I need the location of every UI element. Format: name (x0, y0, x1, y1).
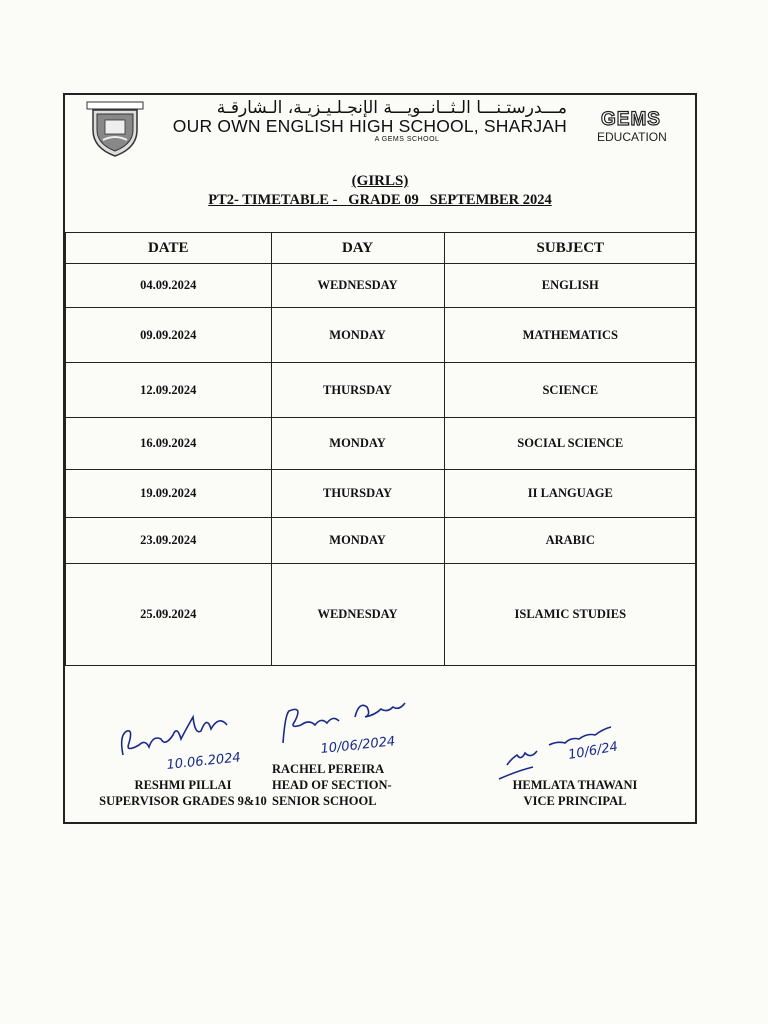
school-crest-icon (83, 100, 147, 158)
timetable-sheet (63, 93, 697, 824)
signatory-role-line2: SENIOR SCHOOL (272, 794, 377, 808)
signature-hemlata-thawani (497, 715, 627, 785)
header-subject: SUBJECT (444, 233, 696, 264)
gems-logo-subtitle: EDUCATION (597, 130, 667, 144)
signatory-2 (272, 761, 392, 809)
cell-day: MONDAY (271, 518, 444, 564)
cell-date: 04.09.2024 (66, 264, 272, 308)
cell-subject: ISLAMIC STUDIES (444, 564, 696, 666)
timetable-table (65, 232, 697, 666)
table-row (66, 518, 697, 564)
timetable-title: PT2- TIMETABLE - GRADE 09 SEPTEMBER 2024 (208, 192, 552, 208)
cell-day: THURSDAY (271, 363, 444, 418)
table-row (66, 264, 697, 308)
signatory-name: HEMLATA THAWANI (512, 778, 638, 792)
header-day: DAY (271, 233, 444, 264)
cell-day: MONDAY (271, 418, 444, 470)
cell-day: WEDNESDAY (271, 264, 444, 308)
cell-date: 23.09.2024 (66, 518, 272, 564)
cell-subject: SOCIAL SCIENCE (444, 418, 696, 470)
cell-subject: ENGLISH (444, 264, 696, 308)
header-date: DATE (66, 233, 272, 264)
cell-day: WEDNESDAY (271, 564, 444, 666)
signature-reshmi-pillai (115, 695, 265, 775)
signatory-name: RACHEL PEREIRA (272, 762, 385, 776)
table-row (66, 308, 697, 363)
cell-subject: II LANGUAGE (444, 470, 696, 518)
cell-date: 12.09.2024 (66, 363, 272, 418)
cell-date: 25.09.2024 (66, 564, 272, 666)
school-name-arabic: مـــدرستـنـــا الـثــانــويـــة الإنجـلـيـزيـة، الـشارقـة (216, 98, 567, 118)
table-row (66, 363, 697, 418)
table-row (66, 564, 697, 666)
signature-date-3: 10/6/24 (567, 739, 620, 763)
cell-date: 19.09.2024 (66, 470, 272, 518)
cell-subject: ARABIC (444, 518, 696, 564)
cell-day: MONDAY (271, 308, 444, 363)
cell-day: THURSDAY (271, 470, 444, 518)
signatory-3 (485, 777, 665, 809)
group-label: (GIRLS) (351, 173, 409, 189)
signature-rachel-pereira (275, 695, 415, 765)
gems-logo: GEMS (601, 109, 661, 130)
signatory-name: RESHMI PILLAI (134, 778, 232, 792)
cell-subject: MATHEMATICS (444, 308, 696, 363)
table-header-row (66, 233, 697, 264)
table-row (66, 470, 697, 518)
school-subtitle: A GEMS SCHOOL (374, 136, 440, 143)
cell-date: 16.09.2024 (66, 418, 272, 470)
signatory-1 (83, 777, 283, 809)
signatory-role: SUPERVISOR GRADES 9&10 (99, 794, 267, 808)
signatory-role-line1: HEAD OF SECTION- (272, 778, 392, 792)
school-name: OUR OWN ENGLISH HIGH SCHOOL, SHARJAH (172, 116, 567, 136)
signature-date-1: 10.06.2024 (165, 750, 242, 773)
cell-subject: SCIENCE (444, 363, 696, 418)
signature-date-2: 10/06/2024 (319, 734, 396, 757)
school-header (65, 95, 695, 165)
table-row (66, 418, 697, 470)
cell-date: 09.09.2024 (66, 308, 272, 363)
signatory-role: VICE PRINCIPAL (523, 794, 627, 808)
